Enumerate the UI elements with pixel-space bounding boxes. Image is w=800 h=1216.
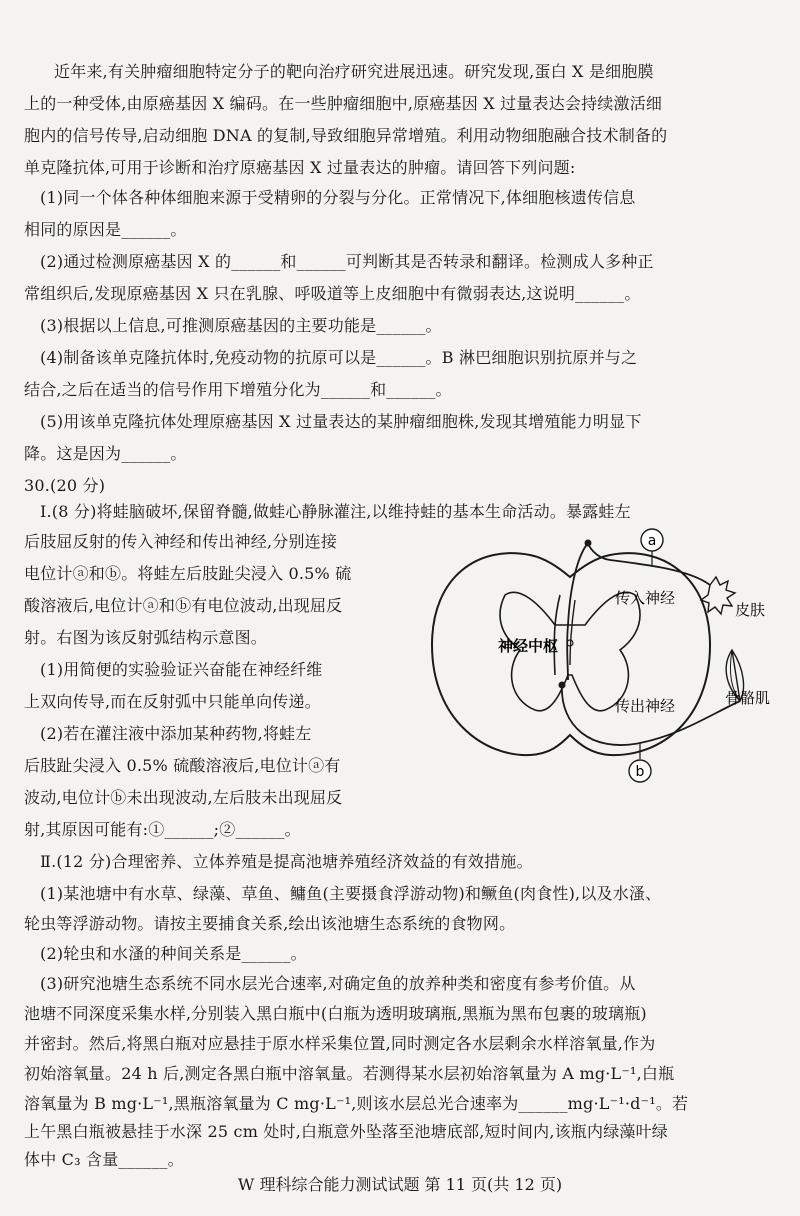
spinal-cord-outline (432, 553, 710, 755)
skin-label: 皮肤 (735, 601, 766, 619)
q30-part2-line-8: 初始溶氧量。24 h 后,测定各黑白瓶中溶氧量。若测得某水层初始溶氧量为 A mg·L⁻¹,白瓶 (24, 1064, 675, 1083)
afferent-label: 传入神经 (615, 589, 676, 607)
q30-part2-line-3: 轮虫等浮游动物。请按主要捕食关系,绘出该池塘生态系统的食物网。 (24, 914, 516, 933)
q30-part1-intro: Ⅰ.(8 分)将蛙脑破坏,保留脊髓,做蛙心静脉灌注,以维持蛙的基本生命活动。暴露蛙左 (40, 502, 631, 521)
efferent-label: 传出神经 (615, 697, 676, 715)
q30-part2-line-10: 上午黑白瓶被悬挂于水深 25 cm 处时,白瓶意外坠落至池塘底部,短时间内,该瓶内绿藻叶绿 (24, 1122, 669, 1141)
center-label: 神经中枢 (498, 637, 559, 655)
q30-part1-line-1: 后肢屈反射的传入神经和传出神经,分别连接 (24, 532, 338, 551)
q29-line-9: 降。这是因为______。 (24, 444, 187, 463)
q30-part2-line-4: (2)轮虫和水溞的种间关系是______。 (40, 944, 307, 963)
q29-line-3: (2)通过检测原癌基因 X 的______和______可判断其是否转录和翻译。检测成人多种正 (40, 252, 654, 271)
q30-part2-line-6: 池塘不同深度采集水样,分别装入黑白瓶中(白瓶为透明玻璃瓶,黑瓶为黑布包裹的玻璃瓶) (24, 1004, 647, 1023)
q29-line-1: (1)同一个体各种体细胞来源于受精卵的分裂与分化。正常情况下,体细胞核遗传信息 (40, 188, 636, 207)
q30-part1-line-4: 射。右图为该反射弧结构示意图。 (24, 628, 268, 647)
q29-line-7: 结合,之后在适当的信号作用下增殖分化为______和______。 (24, 380, 452, 399)
q30-part2-line-7: 并密封。然后,将黑白瓶对应悬挂于原水样采集位置,同时测定各水层剩余水样溶氧量,作为 (24, 1034, 656, 1053)
q30-part1-line-6: 上双向传导,而在反射弧中只能单向传递。 (24, 692, 321, 711)
q30-part2-line-11: 体中 C₃ 含量______。 (24, 1150, 184, 1169)
intro-line-4: 单克隆抗体,可用于诊断和治疗原癌基因 X 过量表达的肿瘤。请回答下列问题: (24, 158, 576, 177)
q30-part1-line-5: (1)用简便的实验验证兴奋能在神经纤维 (40, 660, 323, 679)
reflex-arc-diagram (410, 525, 780, 795)
q29-line-6: (4)制备该单克隆抗体时,免疫动物的抗原可以是______。B 淋巴细胞识别抗原并与之 (40, 348, 638, 367)
page-footer: W 理科综合能力测试试题 第 11 页(共 12 页) (237, 1175, 563, 1194)
q30-part2-line-2: (1)某池塘中有水草、绿藻、草鱼、鳙鱼(主要摄食浮游动物)和鳜鱼(肉食性),以及水溞、 (40, 884, 662, 903)
q30-heading: 30.(20 分) (24, 476, 106, 495)
intro-line-2: 上的一种受体,由原癌基因 X 编码。在一些肿瘤细胞中,原癌基因 X 过量表达会持续激活细 (24, 94, 663, 113)
dorsal-ganglion (585, 540, 592, 547)
q29-line-5: (3)根据以上信息,可推测原癌基因的主要功能是______。 (40, 316, 442, 335)
meter-a-label: a (647, 533, 657, 549)
q30-part1-line-9: 波动,电位计ⓑ未出现波动,左后肢未出现屈反 (24, 788, 343, 807)
intro-line-3: 胞内的信号传导,启动细胞 DNA 的复制,导致细胞异常增殖。利用动物细胞融合技术制备的 (24, 126, 668, 145)
q30-part2-line-1: Ⅱ.(12 分)合理密养、立体养殖是提高池塘养殖经济效益的有效措施。 (40, 852, 533, 871)
efferent-nerve (562, 685, 740, 745)
q29-line-8: (5)用该单克隆抗体处理原癌基因 X 过量表达的某肿瘤细胞株,发现其增殖能力明显下 (40, 412, 642, 431)
intro-line-1: 近年来,有关肿瘤细胞特定分子的靶向治疗研究进展迅速。研究发现,蛋白 X 是细胞膜 (54, 62, 654, 81)
q30-part1-line-8: 后肢趾尖浸入 0.5% 硫酸溶液后,电位计ⓐ有 (24, 756, 341, 775)
q30-part1-line-3: 酸溶液后,电位计ⓐ和ⓑ有电位波动,出现屈反 (24, 596, 343, 615)
q30-part2-line-5: (3)研究池塘生态系统不同水层光合速率,对确定鱼的放养种类和密度有参考价值。从 (40, 974, 636, 993)
q29-line-2: 相同的原因是______。 (24, 220, 187, 239)
q30-part1-line-2: 电位计ⓐ和ⓑ。将蛙左后肢趾尖浸入 0.5% 硫 (24, 564, 352, 583)
q30-part1-line-7: (2)若在灌注液中添加某种药物,将蛙左 (40, 724, 312, 743)
meter-b-label: b (635, 764, 645, 780)
q30-part1-line-10: 射,其原因可能有:①______;②______。 (24, 820, 301, 839)
q30-part2-line-9: 溶氧量为 B mg·L⁻¹,黑瓶溶氧量为 C mg·L⁻¹,则该水层总光合速率为______mg·L⁻¹·d⁻¹。若 (24, 1094, 689, 1113)
q29-line-4: 常组织后,发现原癌基因 X 只在乳腺、呼吸道等上皮细胞中有微弱表达,这说明______。 (24, 284, 641, 303)
muscle-label: 骨骼肌 (725, 689, 771, 707)
